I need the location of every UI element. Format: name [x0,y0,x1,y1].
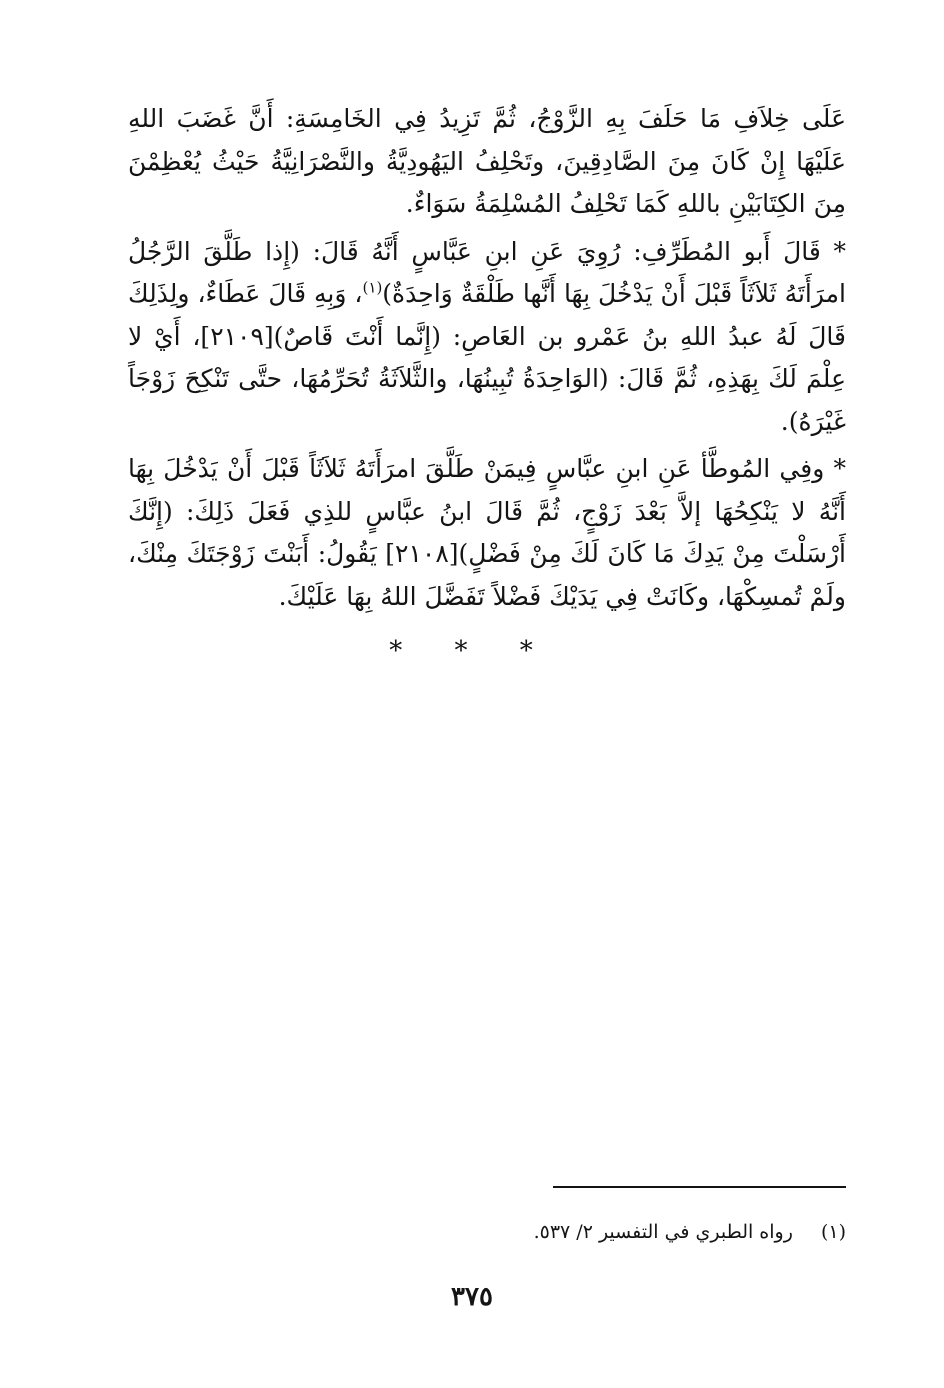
footnote-divider [553,1186,846,1188]
paragraph-text: عَلَى خِلاَفِ مَا حَلَفَ بِهِ الزَّوْجُ، ثُمَّ تَزِيدُ فِي الخَامِسَةِ: أَنَّ غَضَبَ اللهِ عَلَيْهَا إِنْ كَانَ مِنَ الصَّادِقِينَ، وتَحْلِفُ اليَهُودِيَّةُ والنَّصْرَانِيَّةُ حَيْثُ يُعْظِمْنَ مِنَ الكِتَابَيْنِ باللهِ كَمَا تَحْلِفُ المُسْلِمَةُ سَوَاءٌ. [128,104,847,218]
paragraph-text: * وفِي المُوطَّأ عَنِ ابنِ عبَّاسٍ فِيمَنْ طَلَّقَ امرَأَتَهُ ثَلاَثَاً قَبْلَ أَنْ يَدْخُلَ بِهَا أَنَّهُ لا يَنْكِحُهَا إلاَّ بَعْدَ زَوْجٍ، ثُمَّ قَالَ ابنُ عبَّاسٍ للذِي فَعَلَ ذَلِكَ: (إِنَّكَ أَرْسَلْتَ مِنْ يَدِكَ مَا كَانَ لَكَ مِنْ فَضْلٍ)[٢١٠٨] يَقُولُ: أَبَنْتَ زَوْجَتَكَ مِنْكَ، ولَمْ تُمسِكْهَا، وكَانَتْ فِي يَدَيْكَ فَضْلاً تَفَضَّلَ اللهُ بِهَا عَلَيْكَ. [128,454,847,611]
paragraph [128,231,846,444]
section-separator: * * * [389,636,555,666]
paragraph [128,448,846,618]
footnote-reference: (١) [362,278,383,297]
footnote [400,1218,846,1246]
page-number: ٣٧٥ [451,1282,493,1312]
main-text-block [128,98,846,623]
paragraph [128,98,846,226]
paragraph-text: * قَالَ أَبو المُطَرِّفِ: رُوِيَ عَنِ ابنِ عَبَّاسٍ أَنَّهُ قَالَ: (إِذا طَلَّقَ الرَّجُلُ امرَأَتَهُ ثَلاَثَاً قَبْلَ أَنْ يَدْخُلَ بِهَا أَنَّها طَلْقَةٌ وَاحِدَةٌ) [128,236,847,308]
footnote-text: رواه الطبري في التفسير ٢/ ٥٣٧. [533,1221,793,1243]
footnote-marker: (١) [820,1221,846,1243]
paragraph-text: ، وَبِهِ قَالَ عَطَاءٌ، ولِذَلِكَ قَالَ لَهُ عبدُ اللهِ بنُ عَمْرو بن العَاصِ: (إِنَّما أَنْتَ قَاصٌ)[٢١٠٩]، أَيْ لا عِلْمَ لَكَ بِهَذِهِ، ثُمَّ قَالَ: (الوَاحِدَةُ تُبِينُهَا، والثَّلاَثَةُ تُحَرِّمُهَا، حتَّى تَنْكِحَ زَوْجَاً غَيْرَهُ). [128,279,846,436]
